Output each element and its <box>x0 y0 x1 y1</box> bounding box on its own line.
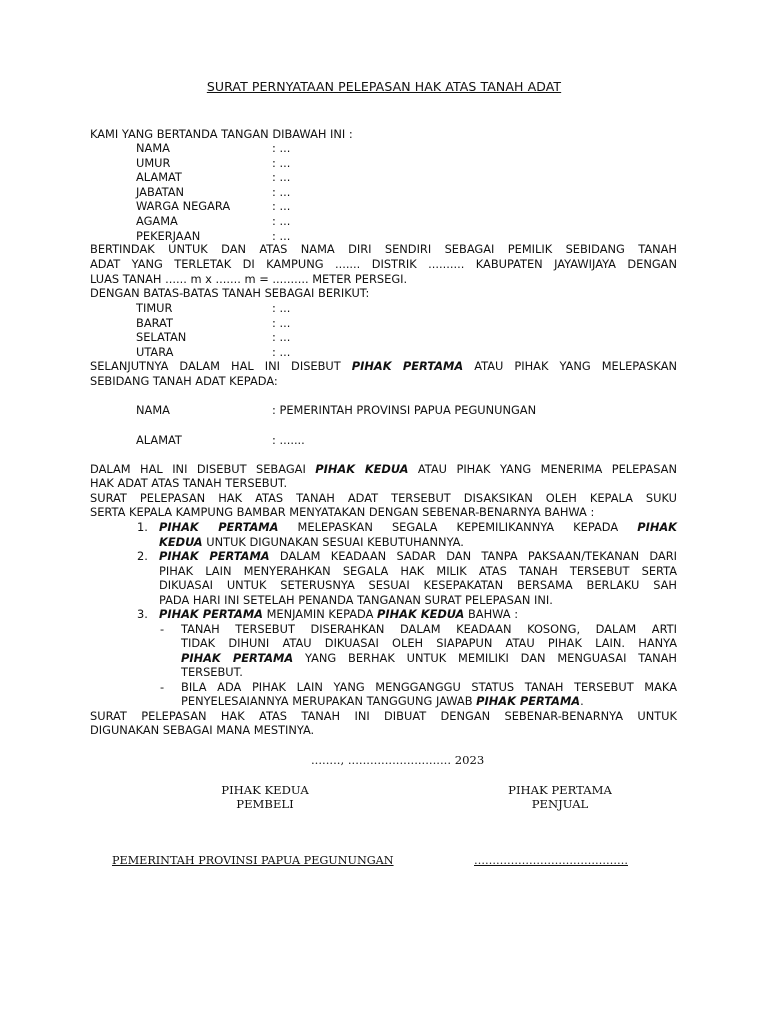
item1-pihak-pertama: PIHAK PERTAMA <box>159 520 279 534</box>
recipient-nama-value: : PEMERINTAH PROVINSI PAPUA PEGUNUNGAN <box>272 403 537 417</box>
intro-line: KAMI YANG BERTANDA TANGAN DIBAWAH INI : <box>90 127 353 141</box>
field-value: : ... <box>272 214 291 228</box>
sub2-line1: BILA ADA PIHAK LAIN YANG MENGGANGGU STATUS TANAH TERSEBUT MAKA <box>181 680 677 694</box>
sub2-period: . <box>580 694 584 708</box>
sign-right-role: PENJUAL <box>531 797 589 811</box>
field-value: : ... <box>272 199 291 214</box>
item1-number: 1. <box>137 520 148 534</box>
sub1-line3 <box>181 651 677 666</box>
field-value: : ... <box>272 141 291 155</box>
sub2-text-a: PENYELESAIANNYA MERUPAKAN TANGGUNG JAWAB <box>181 694 473 708</box>
border-value: : ... <box>272 315 291 330</box>
item3-number: 3. <box>137 607 148 621</box>
item2-line2: PIHAK LAIN MENYERAHKAN SEGALA HAK MILIK ATAS TANAH TERSEBUT SERTA <box>159 564 677 578</box>
item1-text-b: MELEPASKAN SEGALA KEPEMILIKANNYA KEPADA <box>297 520 619 534</box>
item2-line4: PADA HARI INI SETELAH PENANDA TANGANAN SURAT PELEPASAN INI. <box>159 593 553 607</box>
border-value: : ... <box>272 301 291 315</box>
sign-right-title: PIHAK PERTAMA <box>508 783 612 797</box>
item2-pihak-pertama: PIHAK PERTAMA <box>159 549 270 563</box>
para3-line4: SERTA KEPALA KAMPUNG BAMBAR MENYATAKAN DENGAN SEBENAR-BENARNYA BAHWA : <box>90 505 595 519</box>
para3-line1 <box>90 462 677 477</box>
sub1-line1: TANAH TERSEBUT DISERAHKAN DALAM KEADAAN KOSONG, DALAM ARTI <box>181 622 677 636</box>
border-label: TIMUR <box>136 301 173 315</box>
para1-line2: ADAT YANG TERLETAK DI KAMPUNG ....... DISTRIK .......... KABUPATEN JAYAWIJAYA DENGAN <box>90 257 677 271</box>
sub1-text-b: YANG BERHAK UNTUK MEMILIKI DAN MENGUASAI TANAH <box>305 651 677 665</box>
para1-line1: BERTINDAK UNTUK DAN ATAS NAMA DIRI SENDIRI SEBAGAI PEMILIK SEBIDANG TANAH <box>90 242 677 256</box>
para1-line4: DENGAN BATAS-BATAS TANAH SEBAGAI BERIKUT: <box>90 286 370 300</box>
para1-line3: LUAS TANAH ...... m x ....... m = .......... METER PERSEGI. <box>90 272 408 286</box>
field-label: ALAMAT <box>136 170 182 185</box>
item3-text-d: BAHWA : <box>467 607 519 621</box>
para3-line2: HAK ADAT ATAS TANAH TERSEBUT. <box>90 476 288 490</box>
closing-line1: SURAT PELEPASAN HAK ATAS TANAH INI DIBUAT DENGAN SEBENAR-BENARNYA UNTUK <box>90 709 677 723</box>
field-value: : ... <box>272 155 291 170</box>
field-value: : ... <box>272 228 291 243</box>
item1-line1 <box>159 520 677 535</box>
item1-text-d: UNTUK DIGUNAKAN SESUAI KEBUTUHANNYA. <box>206 535 464 549</box>
sub1-dash: - <box>160 622 165 636</box>
item3-pihak-kedua: PIHAK KEDUA <box>377 607 465 621</box>
para3-pihak-kedua: PIHAK KEDUA <box>315 462 409 476</box>
sub1-line2: TIDAK DIHUNI ATAU DIKUASAI OLEH SIAPAPUN ATAU PIHAK LAIN. HANYA <box>181 636 677 650</box>
sub2-dash: - <box>160 680 165 694</box>
item3-text-b: MENJAMIN KEPADA <box>266 607 374 621</box>
para2-line1 <box>90 359 677 374</box>
item2-text-b: DALAM KEADAAN SADAR DAN TANPA PAKSAAN/TEKANAN DARI <box>279 549 677 563</box>
para2-text-a: SELANJUTNYA DALAM HAL INI DISEBUT <box>90 359 341 373</box>
para2-text-c: ATAU PIHAK YANG MELEPASKAN <box>474 359 678 373</box>
field-value: : ... <box>272 184 291 199</box>
sign-left-title: PIHAK KEDUA <box>221 783 309 797</box>
field-value: : ... <box>272 170 291 185</box>
sign-left-name: PEMERINTAH PROVINSI PAPUA PEGUNUNGAN <box>112 854 394 867</box>
sign-left-role: PEMBELI <box>236 797 294 811</box>
item2-line3: DIKUASAI UNTUK SETERUSNYA SESUAI KESEPAKATAN BERSAMA BERLAKU SAH <box>159 578 677 592</box>
para3-line3: SURAT PELEPASAN HAK ATAS TANAH ADAT TERSEBUT DISAKSIKAN OLEH KEPALA SUKU <box>90 491 677 505</box>
border-label: BARAT <box>136 315 173 330</box>
border-label: UTARA <box>136 344 174 359</box>
para3-text-a: DALAM HAL INI DISEBUT SEBAGAI <box>90 462 306 476</box>
field-label: JABATAN <box>136 184 185 199</box>
border-label: SELATAN <box>136 330 187 345</box>
para2-line2: SEBIDANG TANAH ADAT KEPADA: <box>90 374 278 388</box>
para2-pihak-pertama: PIHAK PERTAMA <box>351 359 464 373</box>
item1-pihak: PIHAK <box>637 520 677 534</box>
recipient-alamat-value: : ....... <box>272 433 305 447</box>
sub2-pihak-pertama: PIHAK PERTAMA <box>476 694 581 708</box>
field-label: UMUR <box>136 155 171 170</box>
recipient-nama-label: NAMA <box>136 403 170 417</box>
date-line: ........, ............................ 2023 <box>311 753 485 767</box>
field-label: PEKERJAAN <box>136 228 201 243</box>
closing-line2: DIGUNAKAN SEBAGAI MANA MESTINYA. <box>90 723 315 737</box>
border-value: : ... <box>272 330 291 345</box>
item1-kedua: KEDUA <box>159 535 203 549</box>
item3-pihak-pertama: PIHAK PERTAMA <box>159 607 263 621</box>
border-value: : ... <box>272 344 291 359</box>
field-label: AGAMA <box>136 214 178 228</box>
sub1-line4: TERSEBUT. <box>181 665 243 679</box>
document-title: SURAT PERNYATAAN PELEPASAN HAK ATAS TANAH ADAT <box>206 79 562 94</box>
sub2-line2 <box>181 694 584 709</box>
field-label: NAMA <box>136 141 170 155</box>
para3-text-c: ATAU PIHAK YANG MENERIMA PELEPASAN <box>417 462 677 476</box>
item2-number: 2. <box>137 549 148 563</box>
item1-line2 <box>159 535 464 550</box>
item3-line1 <box>159 607 518 622</box>
recipient-alamat-label: ALAMAT <box>136 433 182 447</box>
field-label: WARGA NEGARA <box>136 199 231 214</box>
sign-right-name: …………………………………… <box>474 854 628 867</box>
sub1-pihak-pertama: PIHAK PERTAMA <box>181 651 294 665</box>
item2-line1 <box>159 549 677 564</box>
